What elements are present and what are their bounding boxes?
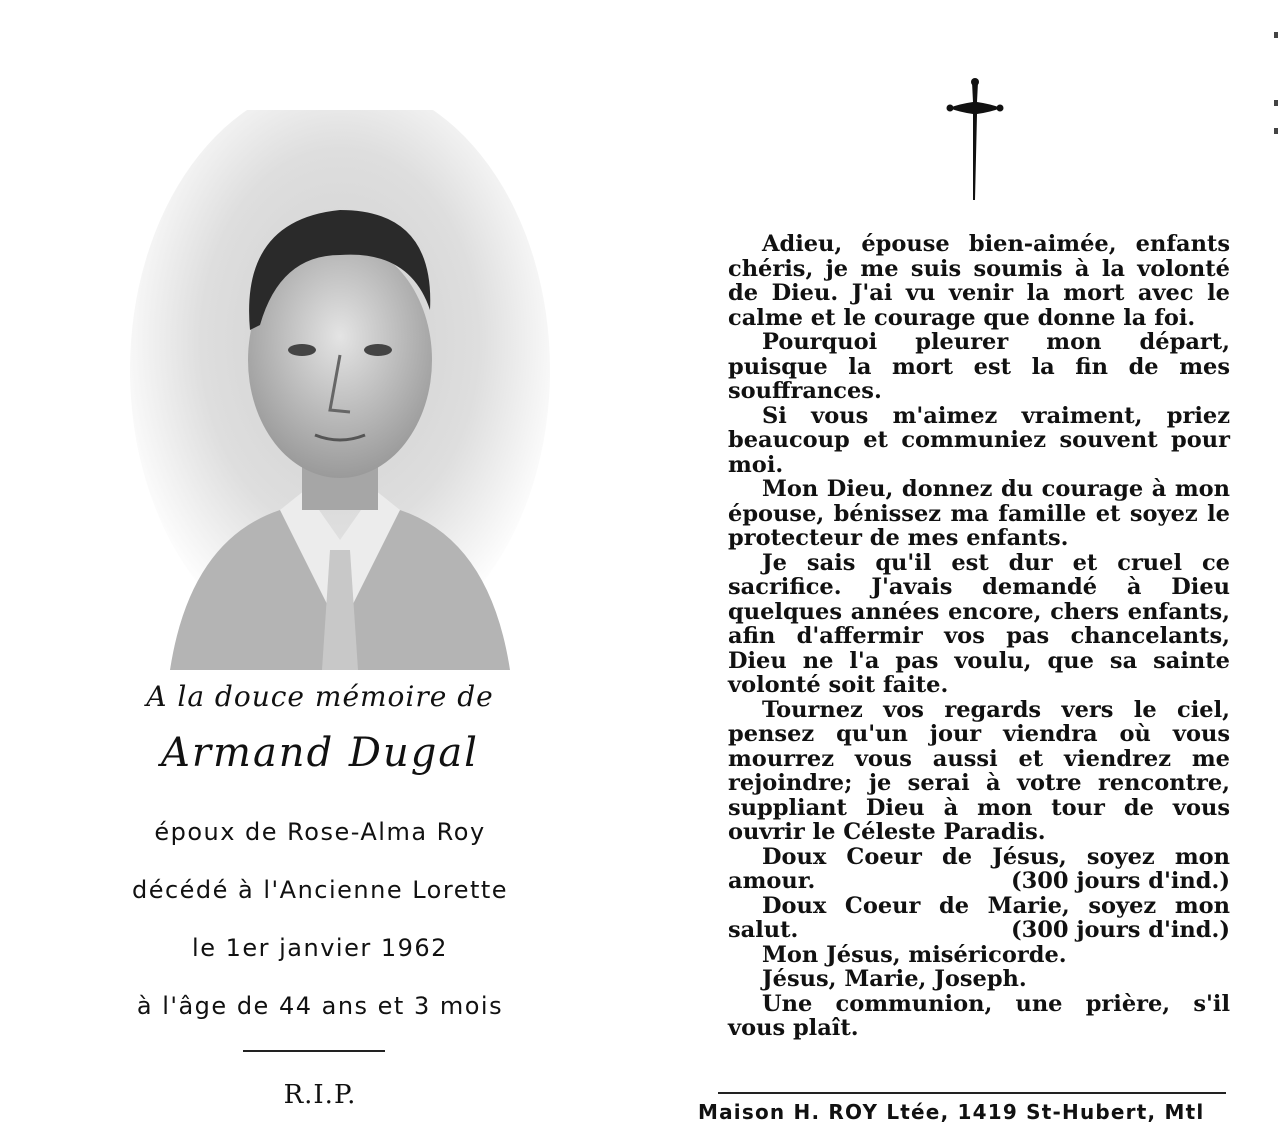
death-date-line: le 1er janvier 1962 — [192, 934, 448, 962]
prayer-paragraph: Si vous m'aimez vraiment, priez beaucoup et communiez souvent pour moi. — [728, 402, 1230, 478]
edge-mark — [1274, 128, 1278, 134]
death-place-line: décédé à l'Ancienne Lorette — [131, 876, 509, 904]
edge-mark — [1274, 100, 1278, 106]
dedication-heading: A la douce mémoire de — [146, 680, 494, 713]
divider-left — [243, 1050, 385, 1052]
prayer-paragraph: Je sais qu'il est dur et cruel ce sacrifice. J'avais demandé à Dieu quelques années encore, chers enfants, afin d'affermir vos pas chancelants, Dieu ne l'a pas voulu, que sa sainte volonté soit faite. — [728, 549, 1230, 698]
printer-imprint: Maison H. ROY Ltée, 1419 St-Hubert, Mtl — [698, 1100, 1205, 1124]
invocation — [728, 894, 1230, 943]
cross-icon — [945, 78, 1005, 203]
indulgence-note: (300 jours d'ind.) — [1010, 868, 1230, 894]
prayer-paragraph: Pourquoi pleurer mon départ, puisque la mort est la fin de mes souffrances. — [728, 329, 1230, 404]
indulgence-note: (300 jours d'ind.) — [1010, 917, 1230, 943]
invocation — [728, 845, 1230, 894]
prayer-paragraph: Tournez vos regards vers le ciel, pensez qu'un jour viendra où vous mourrez vous aussi et viendrez me rejoindre; je serai à votre rencontre, suppliant Dieu à mon tour de vous ouvrir le Céleste Paradis. — [728, 696, 1230, 845]
deceased-name: Armand Dugal — [161, 730, 479, 776]
rip-text: R.I.P. — [283, 1080, 357, 1110]
spouse-line: époux de Rose-Alma Roy — [154, 818, 486, 846]
invocation: Mon Jésus, miséricorde. — [762, 941, 1067, 968]
edge-mark — [1274, 32, 1278, 38]
invocation: Jésus, Marie, Joseph. — [762, 966, 1027, 992]
prayer-text — [728, 232, 1230, 1041]
portrait-photo — [130, 110, 550, 670]
divider-right — [718, 1092, 1226, 1094]
invocation-text: Doux Coeur de Jésus, soyez mon amour. — [728, 843, 1230, 894]
closing-line: Une communion, une prière, s'il vous plaît. — [728, 990, 1230, 1041]
prayer-paragraph: Adieu, épouse bien-aimée, enfants chéris, je me suis soumis à la volonté de Dieu. J'ai vu venir la mort avec le calme et le courage que donne la foi. — [728, 231, 1230, 331]
invocation-text: Doux Coeur de Marie, soyez mon salut. — [728, 892, 1230, 943]
age-line: à l'âge de 44 ans et 3 mois — [136, 992, 504, 1020]
prayer-paragraph: Mon Dieu, donnez du courage à mon épouse, bénissez ma famille et soyez le protecteur de mes enfants. — [728, 476, 1230, 551]
